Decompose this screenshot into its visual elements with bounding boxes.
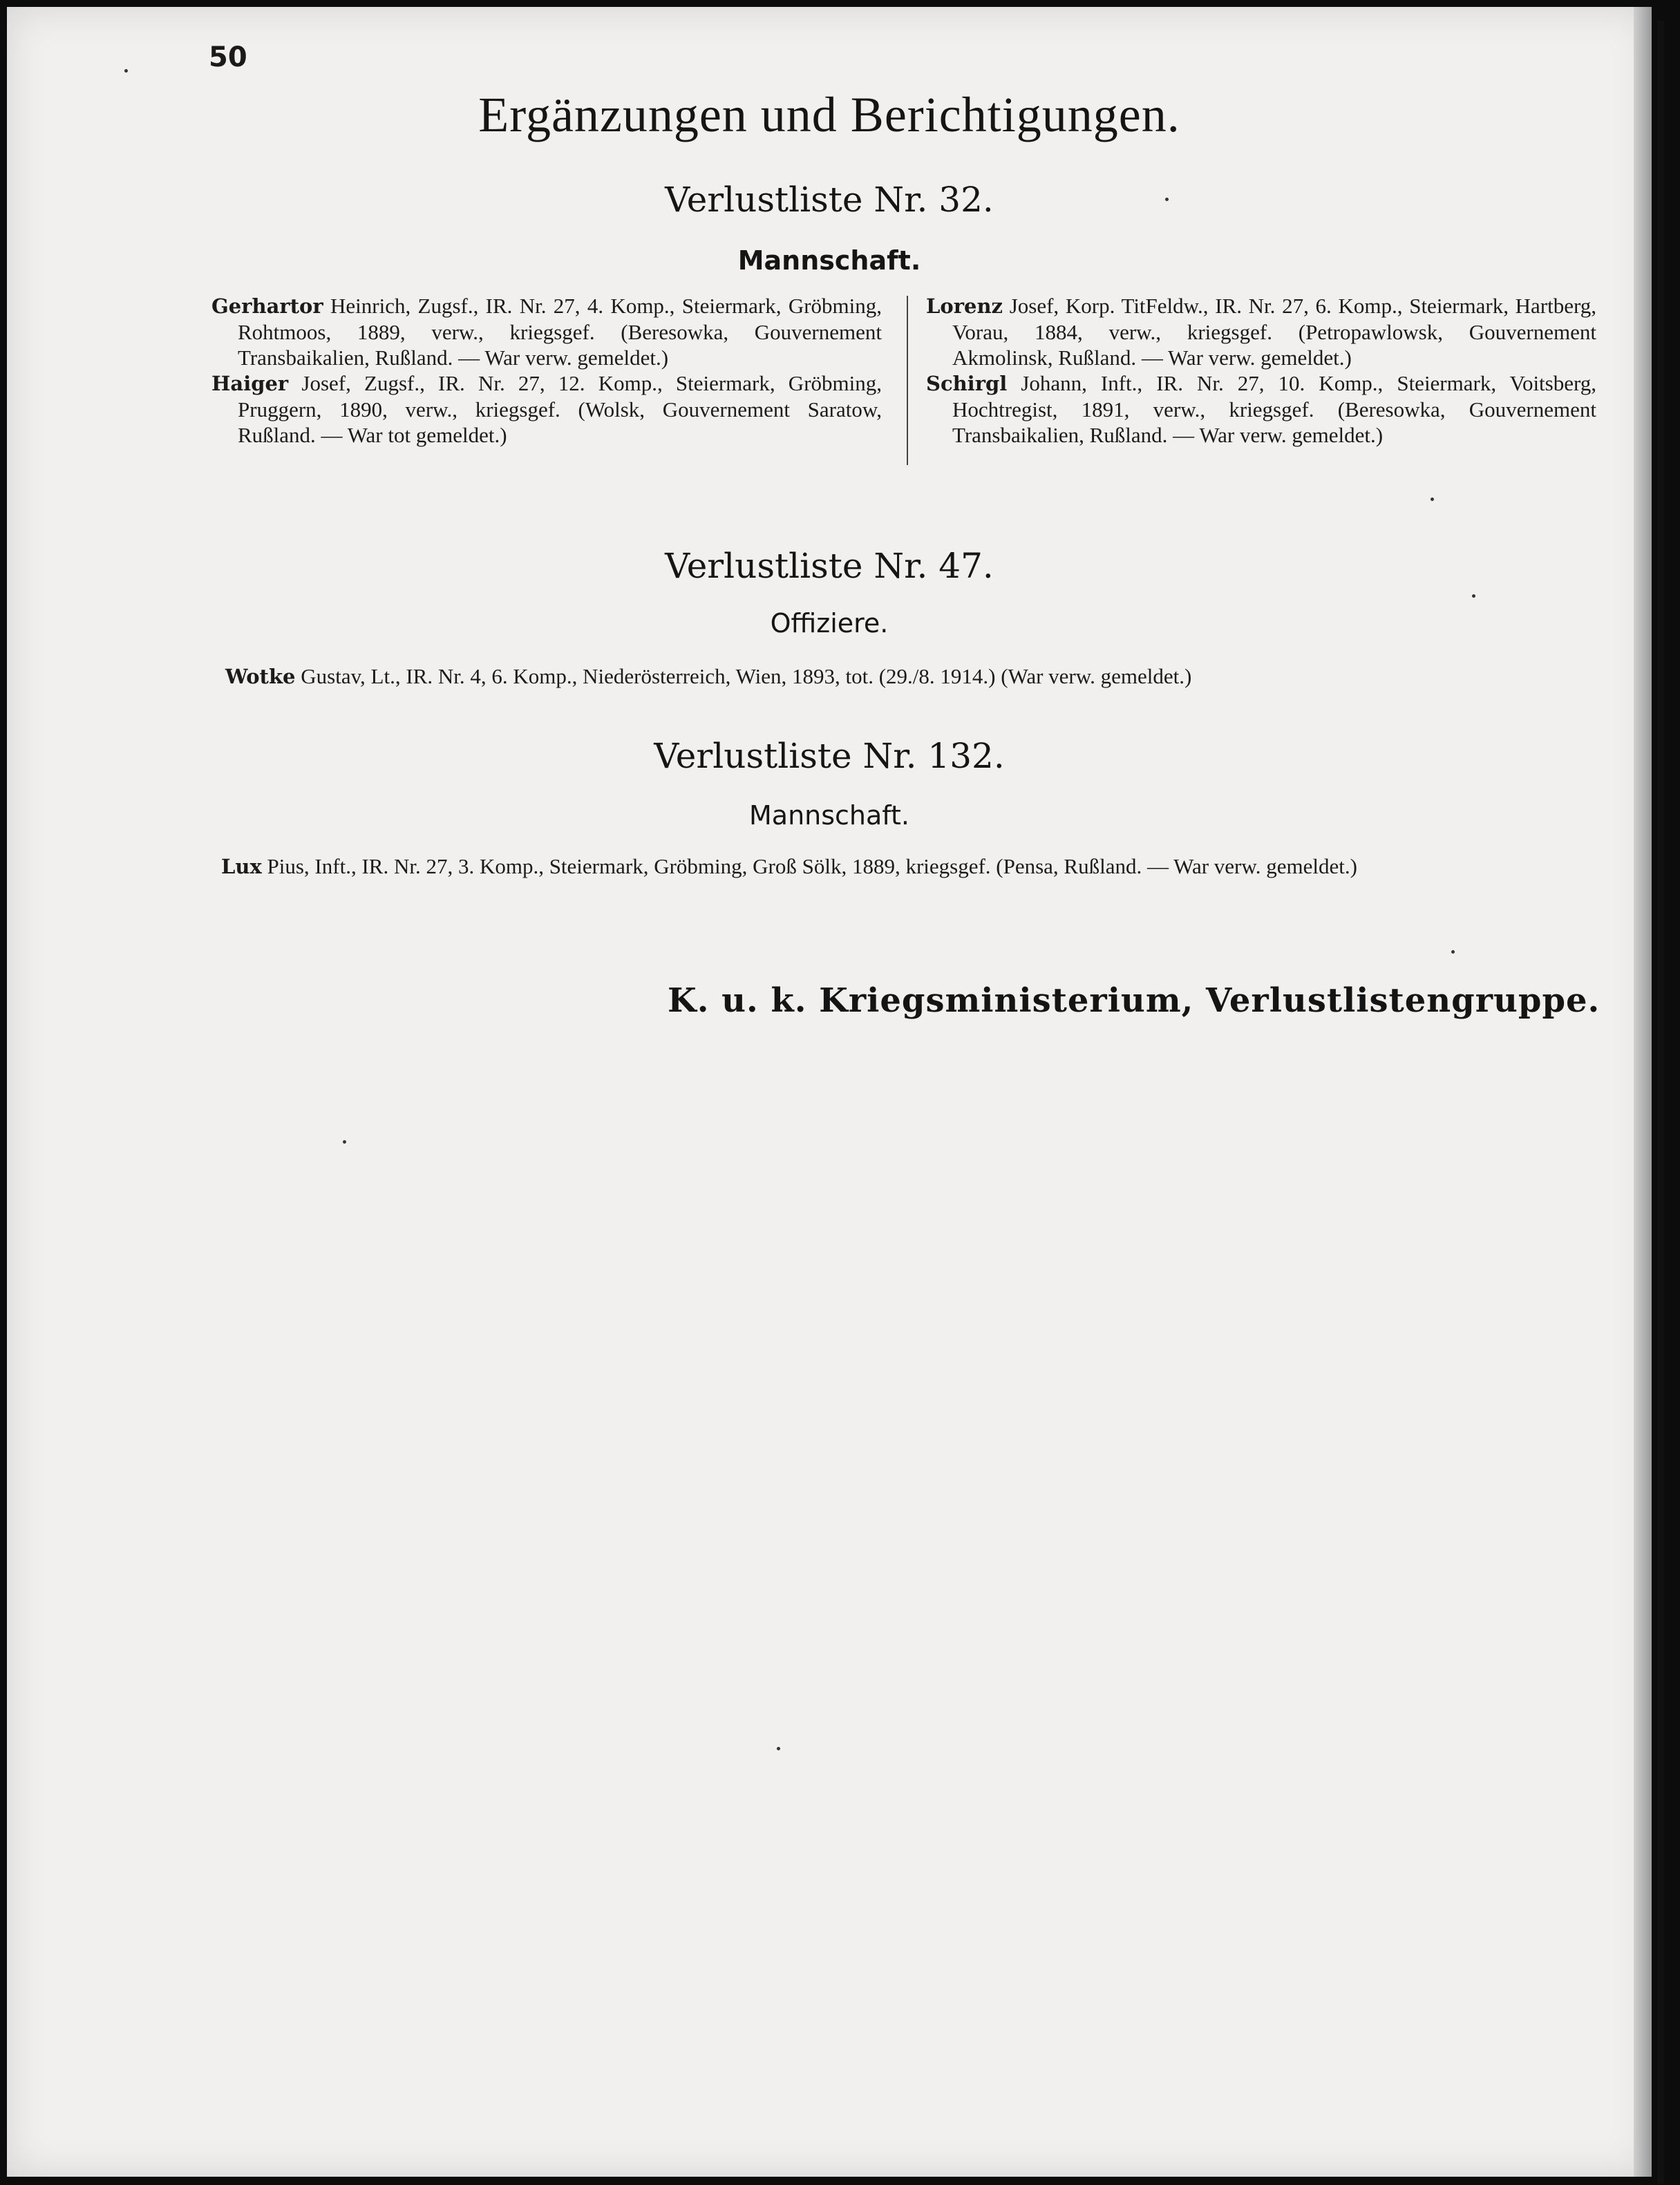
list-entry [926, 293, 1596, 370]
entry-name: Gerhartor [211, 294, 323, 318]
list-entry [211, 293, 882, 370]
column-divider [907, 296, 908, 465]
entry-name: Haiger [211, 372, 289, 395]
entry-name: Lorenz [926, 294, 1003, 318]
scan-speck [343, 1140, 346, 1144]
entry-text: Gustav, Lt., IR. Nr. 4, 6. Komp., Niederösterreich, Wien, 1893, tot. (29./8. 1914.) (War verw. gemeldet.) [301, 664, 1192, 688]
page-title: Ergänzungen und Berichtigungen. [478, 87, 1180, 142]
list-entry [211, 370, 882, 448]
entry-text: Josef, Korp. TitFeldw., IR. Nr. 27, 6. Komp., Steiermark, Hartberg, Vorau, 1884, verw., kriegsgef. (Petropawlowsk, Gouvernement Akmolinsk, Rußland. — War verw. gemeldet.) [952, 294, 1597, 370]
left-column [211, 293, 882, 448]
right-column [926, 293, 1596, 448]
scan-speck [1451, 950, 1455, 954]
entry-name: Schirgl [926, 372, 1008, 395]
document-page [7, 7, 1652, 2177]
section-heading-verlustliste-132: Verlustliste Nr. 132. [654, 736, 1005, 776]
scan-speck [777, 1747, 780, 1750]
list-entry [225, 663, 1495, 690]
entry-text: Pius, Inft., IR. Nr. 27, 3. Komp., Steiermark, Gröbming, Groß Sölk, 1889, kriegsgef. (Pensa, Rußland. — War verw. gemeldet.) [267, 854, 1357, 878]
entry-text: Johann, Inft., IR. Nr. 27, 10. Komp., Steiermark, Voitsberg, Hochtregist, 1891, verw., kriegsgef. (Beresowka, Gouvernement Transbaikalien, Rußland. — War verw. gemeldet.) [952, 371, 1596, 447]
entry-name: Wotke [225, 665, 296, 688]
list-entry [221, 853, 1630, 880]
section-heading-verlustliste-47: Verlustliste Nr. 47. [665, 546, 994, 586]
section-heading-verlustliste-32: Verlustliste Nr. 32. [665, 180, 994, 220]
scan-speck [1165, 198, 1169, 201]
section-subheading-mannschaft-32: Mannschaft. [737, 245, 921, 276]
scan-border-line [1657, 21, 1664, 2184]
scan-speck [1472, 594, 1475, 598]
section-subheading-mannschaft-132: Mannschaft. [749, 800, 909, 831]
page-edge-shadow [1634, 7, 1652, 2177]
section-subheading-offiziere: Offiziere. [770, 608, 889, 639]
entry-name: Lux [221, 855, 262, 878]
signature: K. u. k. Kriegsministerium, Verlustlistengruppe. [668, 981, 1601, 1020]
scan-speck [1431, 498, 1434, 501]
scan-speck [124, 69, 128, 73]
list-entry [926, 370, 1596, 448]
entry-text: Josef, Zugsf., IR. Nr. 27, 12. Komp., Steiermark, Gröbming, Pruggern, 1890, verw., kriegsgef. (Wolsk, Gouvernement Saratow, Rußland. — War tot gemeldet.) [238, 371, 882, 447]
entry-text: Heinrich, Zugsf., IR. Nr. 27, 4. Komp., Steiermark, Gröbming, Rohtmoos, 1889, verw., kriegsgef. (Beresowka, Gouvernement Transbaikalien, Rußland. — War verw. gemeldet.) [238, 294, 883, 370]
page-number: 50 [209, 41, 247, 73]
